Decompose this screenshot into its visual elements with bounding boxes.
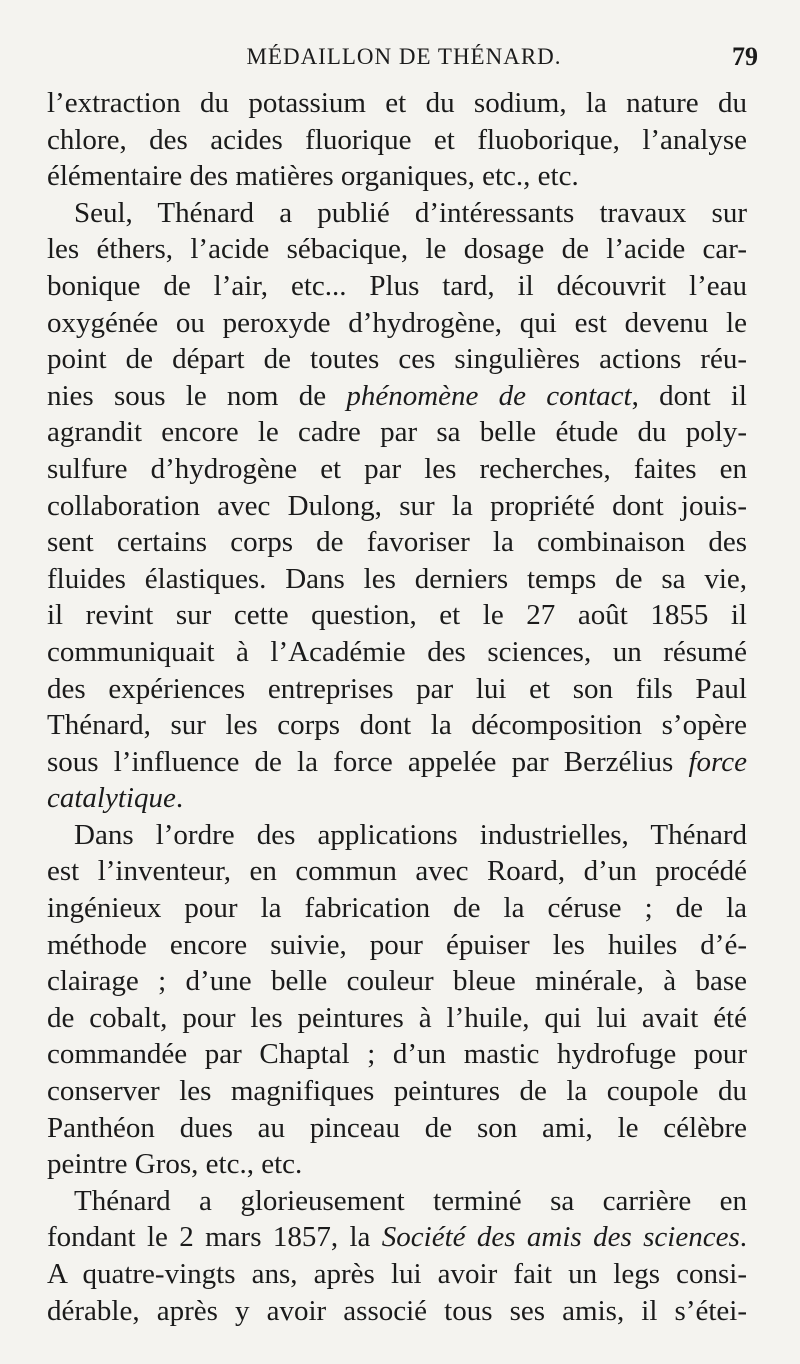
text-segment: peintre Gros, etc., etc.	[47, 1148, 303, 1181]
text-line	[47, 890, 747, 927]
text-segment: A quatre-vingts ans, après lui avoir fait un legs consi-	[47, 1258, 747, 1290]
text-segment: fluides élastiques. Dans les derniers temps de sa vie,	[47, 562, 747, 595]
text-segment: méthode encore suivie, pour épuiser les huiles d’é-	[47, 928, 747, 961]
text-line	[47, 1256, 747, 1293]
text-segment: agrandit encore le cadre par sa belle étude du poly-	[47, 416, 747, 449]
text-segment: sous l’influence de la force appelée par Berzélius	[47, 745, 689, 778]
text-line	[47, 231, 747, 268]
text-segment: des expériences entreprises par lui et son fils Paul	[47, 672, 747, 705]
text-line	[47, 780, 747, 817]
text-segment: bonique de l’air, etc... Plus tard, il découvrit l’eau	[47, 269, 747, 302]
text-line	[47, 1000, 747, 1037]
text-line	[47, 671, 747, 708]
text-segment: commandée par Chaptal ; d’un mastic hydrofuge pour	[47, 1038, 747, 1071]
text-line	[47, 1110, 747, 1147]
text-line	[47, 414, 747, 451]
text-line	[47, 85, 747, 122]
text-segment: Panthéon dues au pinceau de son ami, le célèbre	[47, 1111, 747, 1144]
text-segment: Dans l’ordre des applications industrielles, Thénard	[74, 818, 747, 851]
text-segment: collaboration avec Dulong, sur la propriété dont jouis-	[47, 489, 747, 522]
text-segment: , dont il	[631, 379, 747, 412]
text-segment: l’extraction du potassium et du sodium, la nature du	[47, 87, 747, 119]
running-head	[48, 40, 760, 76]
text-segment: communiquait à l’Académie des sciences, un résumé	[47, 635, 747, 668]
text-segment: .	[739, 1221, 747, 1254]
italic-text: catalytique	[47, 782, 176, 815]
body-text	[47, 85, 747, 1329]
text-segment: est l’inventeur, en commun avec Roard, d’un procédé	[47, 855, 747, 888]
text-line	[47, 1293, 747, 1330]
text-segment: de cobalt, pour les peintures à l’huile, qui lui avait été	[47, 1001, 747, 1034]
text-line	[47, 158, 747, 195]
text-segment: sulfure d’hydrogène et par les recherches, faites en	[47, 452, 747, 485]
text-line	[47, 1036, 747, 1073]
text-segment: nies sous le nom de	[47, 379, 347, 412]
text-segment: ingénieux pour la fabrication de la céruse ; de la	[47, 892, 747, 925]
text-line	[47, 1146, 747, 1183]
text-line	[47, 524, 747, 561]
text-line	[47, 305, 747, 342]
text-line	[47, 378, 747, 415]
text-segment: point de départ de toutes ces singulières actions réu-	[47, 343, 747, 376]
text-segment: sent certains corps de favoriser la combinaison des	[47, 526, 747, 559]
text-segment: fondant le 2 mars 1857, la	[47, 1221, 382, 1254]
italic-text: phénomène de contact	[346, 379, 632, 412]
text-segment: il revint sur cette question, et le 27 août 1855 il	[47, 599, 747, 632]
running-title: MÉDAILLON DE THÉNARD.	[246, 44, 562, 69]
text-line	[47, 707, 747, 744]
italic-text: force	[688, 745, 747, 778]
text-segment: Thénard a glorieusement terminé sa carrière en	[74, 1184, 747, 1217]
text-segment: conserver les magnifiques peintures de la coupole du	[47, 1075, 747, 1108]
text-line	[47, 268, 747, 305]
text-line	[47, 1219, 747, 1256]
text-line	[47, 817, 747, 854]
text-line	[47, 597, 747, 634]
text-segment: les éthers, l’acide sébacique, le dosage de l’acide car-	[47, 233, 747, 266]
text-line	[47, 1183, 747, 1220]
text-segment: élémentaire des matières organiques, etc., etc.	[47, 160, 579, 193]
text-line	[47, 1073, 747, 1110]
text-line	[47, 451, 747, 488]
text-line	[47, 488, 747, 525]
text-segment: .	[175, 782, 184, 815]
text-line	[47, 195, 747, 232]
text-segment: dérable, après y avoir associé tous ses amis, il s’étei-	[47, 1294, 747, 1327]
text-segment: oxygénée ou peroxyde d’hydrogène, qui est devenu le	[47, 306, 747, 339]
text-line	[47, 853, 747, 890]
text-line	[47, 561, 747, 598]
text-segment: Seul, Thénard a publié d’intéressants travaux sur	[74, 196, 747, 229]
text-line	[47, 122, 747, 159]
text-segment: chlore, des acides fluorique et fluoborique, l’analyse	[47, 123, 747, 156]
text-line	[47, 927, 747, 964]
italic-text: Société des amis des sciences	[381, 1221, 740, 1254]
text-segment: Thénard, sur les corps dont la décomposition s’opère	[47, 709, 747, 742]
text-line	[47, 744, 747, 781]
text-line	[47, 963, 747, 1000]
text-segment: clairage ; d’une belle couleur bleue minérale, à base	[47, 965, 747, 998]
text-line	[47, 634, 747, 671]
page-number: 79	[732, 42, 758, 71]
text-line	[47, 341, 747, 378]
